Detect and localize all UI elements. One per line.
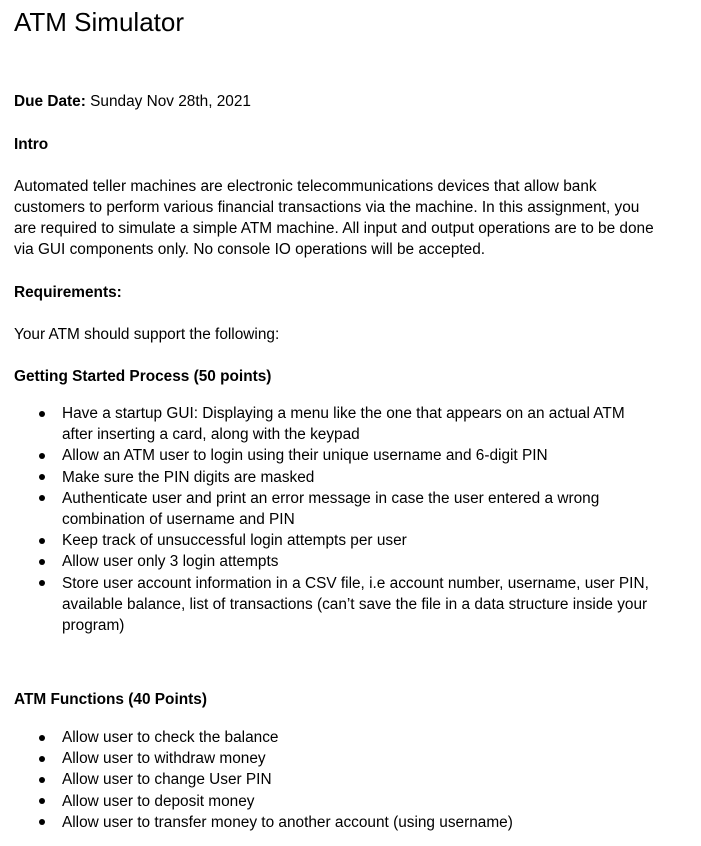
due-date-value: Sunday Nov 28th, 2021	[85, 93, 251, 110]
bullet-icon	[39, 538, 45, 544]
list-item	[14, 727, 652, 748]
bullet-icon	[39, 474, 45, 480]
atm-functions-list	[14, 727, 690, 833]
list-item-text: Allow user to deposit money	[62, 792, 255, 810]
list-item-text: Store user account information in a CSV file, i.e account number, username, user PIN, available balance, list of transactions (can’t save the file in a data structure inside your program)	[62, 574, 649, 635]
bullet-icon	[39, 798, 45, 804]
list-item-text: Keep track of unsuccessful login attempts per user	[62, 532, 407, 550]
list-item-text: Allow user to transfer money to another account (using username)	[62, 813, 513, 831]
intro-paragraph: Automated teller machines are electronic telecommunications devices that allow bank customers to perform various financial transactions via the machine. In this assignment, you are required to simulate a simple ATM machine. All input and output operations are to be done via GUI components only. No console IO operations will be accepted.	[14, 178, 654, 258]
bullet-icon	[39, 453, 45, 459]
list-item-text: Allow user to withdraw money	[62, 750, 266, 768]
list-item	[14, 445, 652, 466]
list-item	[14, 791, 652, 812]
list-item	[14, 748, 652, 769]
list-item	[14, 530, 652, 551]
bullet-icon	[39, 756, 45, 762]
getting-started-heading: Getting Started Process (50 points)	[14, 368, 272, 385]
requirements-lead: Your ATM should support the following:	[14, 326, 280, 343]
getting-started-list	[14, 403, 690, 636]
list-item-text: Make sure the PIN digits are masked	[62, 468, 315, 486]
list-item	[14, 769, 652, 790]
list-item-text: Allow user only 3 login attempts	[62, 553, 279, 571]
list-item-text: Have a startup GUI: Displaying a menu like the one that appears on an actual ATM after inserting a card, along with the keypad	[62, 405, 625, 444]
due-date	[14, 91, 251, 112]
list-item-text: Allow user to check the balance	[62, 729, 279, 746]
atm-functions-heading: ATM Functions (40 Points)	[14, 691, 207, 708]
list-item	[14, 573, 652, 637]
bullet-icon	[39, 735, 45, 741]
list-item	[14, 551, 652, 572]
list-item	[14, 812, 652, 833]
bullet-icon	[39, 777, 45, 783]
intro-heading: Intro	[14, 136, 49, 153]
page-title: ATM Simulator	[14, 7, 184, 37]
list-item	[14, 488, 652, 530]
bullet-icon	[39, 559, 45, 565]
due-date-label: Due Date:	[14, 93, 86, 110]
list-item-text: Authenticate user and print an error message in case the user entered a wrong combination of username and PIN	[62, 489, 600, 529]
list-item-text: Allow user to change User PIN	[62, 771, 272, 789]
bullet-icon	[39, 819, 45, 825]
bullet-icon	[39, 580, 45, 586]
requirements-heading: Requirements:	[14, 284, 122, 301]
list-item	[14, 467, 652, 488]
list-item	[14, 403, 652, 445]
bullet-icon	[39, 495, 45, 501]
list-item-text: Allow an ATM user to login using their unique username and 6-digit PIN	[62, 447, 548, 465]
bullet-icon	[39, 411, 45, 417]
